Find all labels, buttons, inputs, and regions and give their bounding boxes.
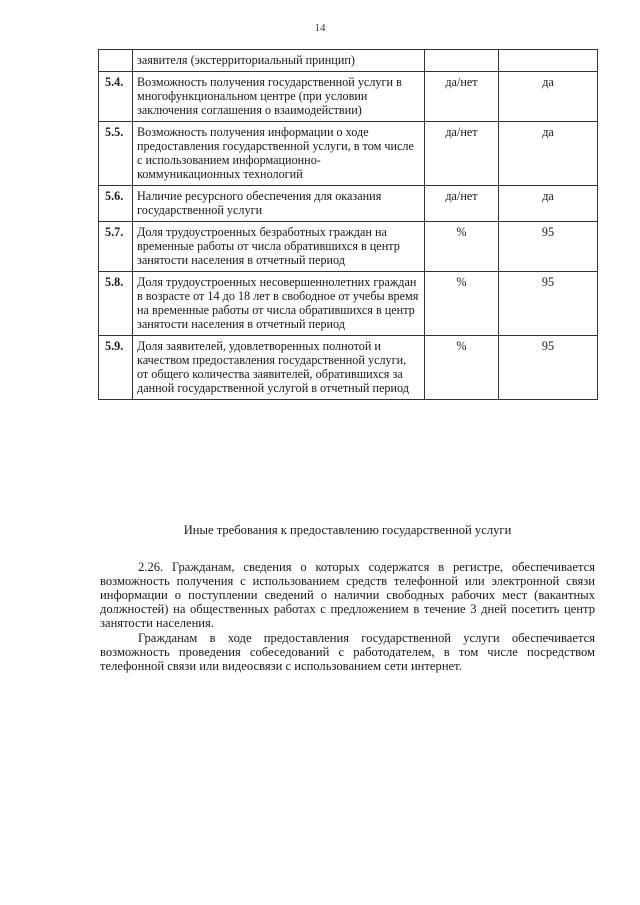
- row-description: Возможность получения государственной услуги в многофункциональном центре (при условии заключения соглашения о взаимодействии): [133, 72, 425, 122]
- row-number: 5.8.: [99, 272, 133, 336]
- requirements-table: [98, 49, 598, 400]
- row-unit: %: [425, 222, 499, 272]
- paragraph-interviews: Гражданам в ходе предоставления государственной услуги обеспечивается возможность проведения собеседований с работодателем, в том числе посредством телефонной связи или видеосвязи с использованием сети интернет.: [100, 631, 595, 673]
- paragraph-2-26: 2.26. Гражданам, сведения о которых содержатся в регистре, обеспечивается возможность получения с использованием средств телефонной или электронной связи информации о поступлении сведений о наличии свободных рабочих мест (вакантных должностей) на общественных работах с предложением в течение 3 дней посетить центр занятости населения.: [100, 560, 595, 630]
- row-unit: %: [425, 272, 499, 336]
- row-description: Возможность получения информации о ходе предоставления государственной услуги, в том числе с использованием информационно-коммуникационных технологий: [133, 122, 425, 186]
- table-row: [99, 272, 598, 336]
- table-row: [99, 50, 598, 72]
- row-description: Доля заявителей, удовлетворенных полнотой и качеством предоставления государственной услуги, от общего количества заявителей, обратившихся за данной государственной услугой в отчетный период: [133, 336, 425, 400]
- row-description: Наличие ресурсного обеспечения для оказания государственной услуги: [133, 186, 425, 222]
- row-description: Доля трудоустроенных несовершеннолетних граждан в возрасте от 14 до 18 лет в свободное от учебы время на временные работы от числа обратившихся в центр занятости населения в отчетный период: [133, 272, 425, 336]
- row-number: [99, 50, 133, 72]
- table-row: [99, 222, 598, 272]
- row-description: заявителя (экстерриториальный принцип): [133, 50, 425, 72]
- row-description: Доля трудоустроенных безработных граждан на временные работы от числа обратившихся в центр занятости населения в отчетный период: [133, 222, 425, 272]
- page-number: 14: [314, 22, 326, 34]
- row-number: 5.6.: [99, 186, 133, 222]
- row-value: [499, 50, 598, 72]
- row-number: 5.5.: [99, 122, 133, 186]
- row-number: 5.4.: [99, 72, 133, 122]
- row-unit: %: [425, 336, 499, 400]
- row-value: 95: [499, 222, 598, 272]
- row-value: да: [499, 72, 598, 122]
- section-title: Иные требования к предоставлению государственной услуги: [183, 523, 512, 537]
- row-number: 5.7.: [99, 222, 133, 272]
- table-row: [99, 336, 598, 400]
- table-row: [99, 72, 598, 122]
- row-value: да: [499, 122, 598, 186]
- row-unit: да/нет: [425, 72, 499, 122]
- row-unit: да/нет: [425, 186, 499, 222]
- row-value: 95: [499, 272, 598, 336]
- row-unit: [425, 50, 499, 72]
- row-unit: да/нет: [425, 122, 499, 186]
- table-row: [99, 122, 598, 186]
- table-row: [99, 186, 598, 222]
- row-value: 95: [499, 336, 598, 400]
- row-value: да: [499, 186, 598, 222]
- row-number: 5.9.: [99, 336, 133, 400]
